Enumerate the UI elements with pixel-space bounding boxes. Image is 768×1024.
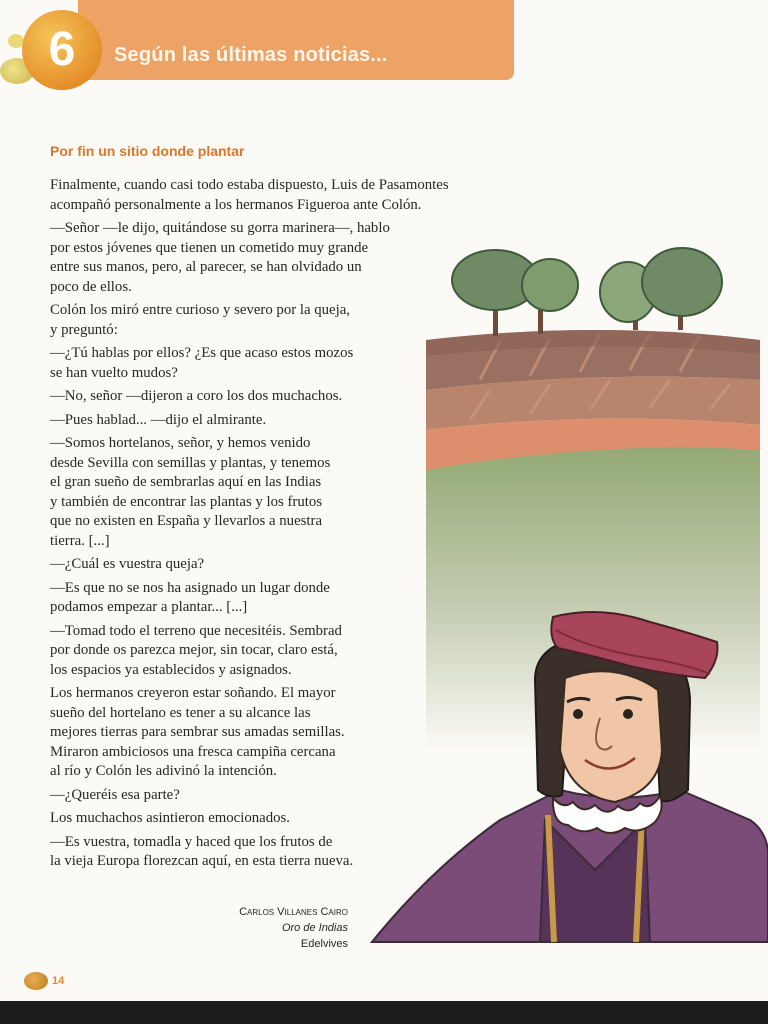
- chapter-number: 6: [48, 23, 76, 76]
- text-line: —No, señor —dijeron a coro los dos muchachos.: [50, 388, 343, 404]
- text-line: podamos empezar a plantar... [...]: [50, 599, 248, 615]
- text-line: y preguntó:: [50, 321, 118, 338]
- text-line: —Pues hablad... —dijo el almirante.: [50, 411, 267, 428]
- bottom-bar: [0, 1001, 768, 1024]
- text-line: —¿Tú hablas por ellos? ¿Es que acaso estos mozos: [50, 345, 354, 361]
- chapter-title: Según las últimas noticias...: [114, 44, 388, 66]
- tree-icon: [522, 259, 578, 334]
- credit-author: Carlos Villanes Cairo: [239, 906, 348, 918]
- page-number: 14: [52, 975, 65, 987]
- text-line: se han vuelto mudos?: [50, 364, 178, 381]
- text-line: la vieja Europa florezcan aquí, en esta tierra nueva.: [50, 853, 354, 869]
- book-credit: [200, 904, 348, 952]
- text-line: por estos jóvenes que tienen un cometido muy grande: [50, 239, 369, 256]
- text-line: —¿Queréis esa parte?: [50, 786, 180, 803]
- text-line: entre sus manos, pero, al parecer, se han olvidado un: [50, 259, 362, 275]
- face: [560, 671, 662, 802]
- text-line: y también de encontrar las plantas y los frutos: [50, 493, 323, 510]
- text-line: —Es vuestra, tomadla y haced que los frutos de: [50, 833, 333, 850]
- text-line: —Es que no se nos ha asignado un lugar donde: [50, 579, 330, 596]
- left-eye: [573, 709, 583, 719]
- text-line: acompañó personalmente a los hermanos Figueroa ante Colón.: [50, 196, 422, 213]
- text-line: por donde os parezca mejor, sin tocar, claro está,: [50, 642, 338, 658]
- right-eye: [623, 709, 633, 719]
- text-line: mejores tierras para sembrar sus amadas semillas.: [50, 724, 345, 740]
- text-line: el gran sueño de sembrarlas aquí en las Indias: [50, 474, 322, 490]
- text-line: Finalmente, cuando casi todo estaba dispuesto, Luis de Pasamontes: [50, 177, 449, 193]
- chapter-header-band: [78, 0, 514, 80]
- text-line: —Tomad todo el terreno que necesitéis. Sembrad: [50, 622, 342, 639]
- seed-icon: [24, 972, 48, 990]
- text-line: Colón los miró entre curioso y severo por la queja,: [50, 302, 350, 318]
- text-line: poco de ellos.: [50, 278, 132, 295]
- text-line: —Señor —le dijo, quitándose su gorra marinera—, hablo: [50, 220, 390, 236]
- text-line: Los muchachos asintieron emocionados.: [50, 810, 290, 826]
- colon-illustration: [360, 230, 768, 950]
- text-line: —Somos hortelanos, señor, y hemos venido: [50, 435, 311, 451]
- text-line: al río y Colón les adivinó la intención.: [50, 763, 277, 779]
- credit-publisher: Edelvives: [300, 938, 348, 950]
- text-line: sueño del hortelano es tener a su alcance las: [50, 704, 311, 721]
- text-line: que no existen en España y llevarlos a nuestra: [50, 513, 323, 529]
- paragraph: [50, 176, 450, 215]
- credit-book-title: Oro de Indias: [281, 922, 348, 934]
- tree-icon: [642, 248, 722, 330]
- text-line: tierra. [...]: [50, 532, 110, 549]
- text-line: Miraron ambiciosos una fresca campiña cercana: [50, 743, 336, 760]
- text-line: Los hermanos creyeron estar soñando. El mayor: [50, 685, 336, 701]
- text-line: desde Sevilla con semillas y plantas, y tenemos: [50, 454, 331, 471]
- story-subtitle: Por fin un sitio donde plantar: [50, 143, 245, 159]
- text-line: los espacios ya establecidos y asignados.: [50, 661, 292, 678]
- text-line: —¿Cuál es vuestra queja?: [50, 556, 205, 572]
